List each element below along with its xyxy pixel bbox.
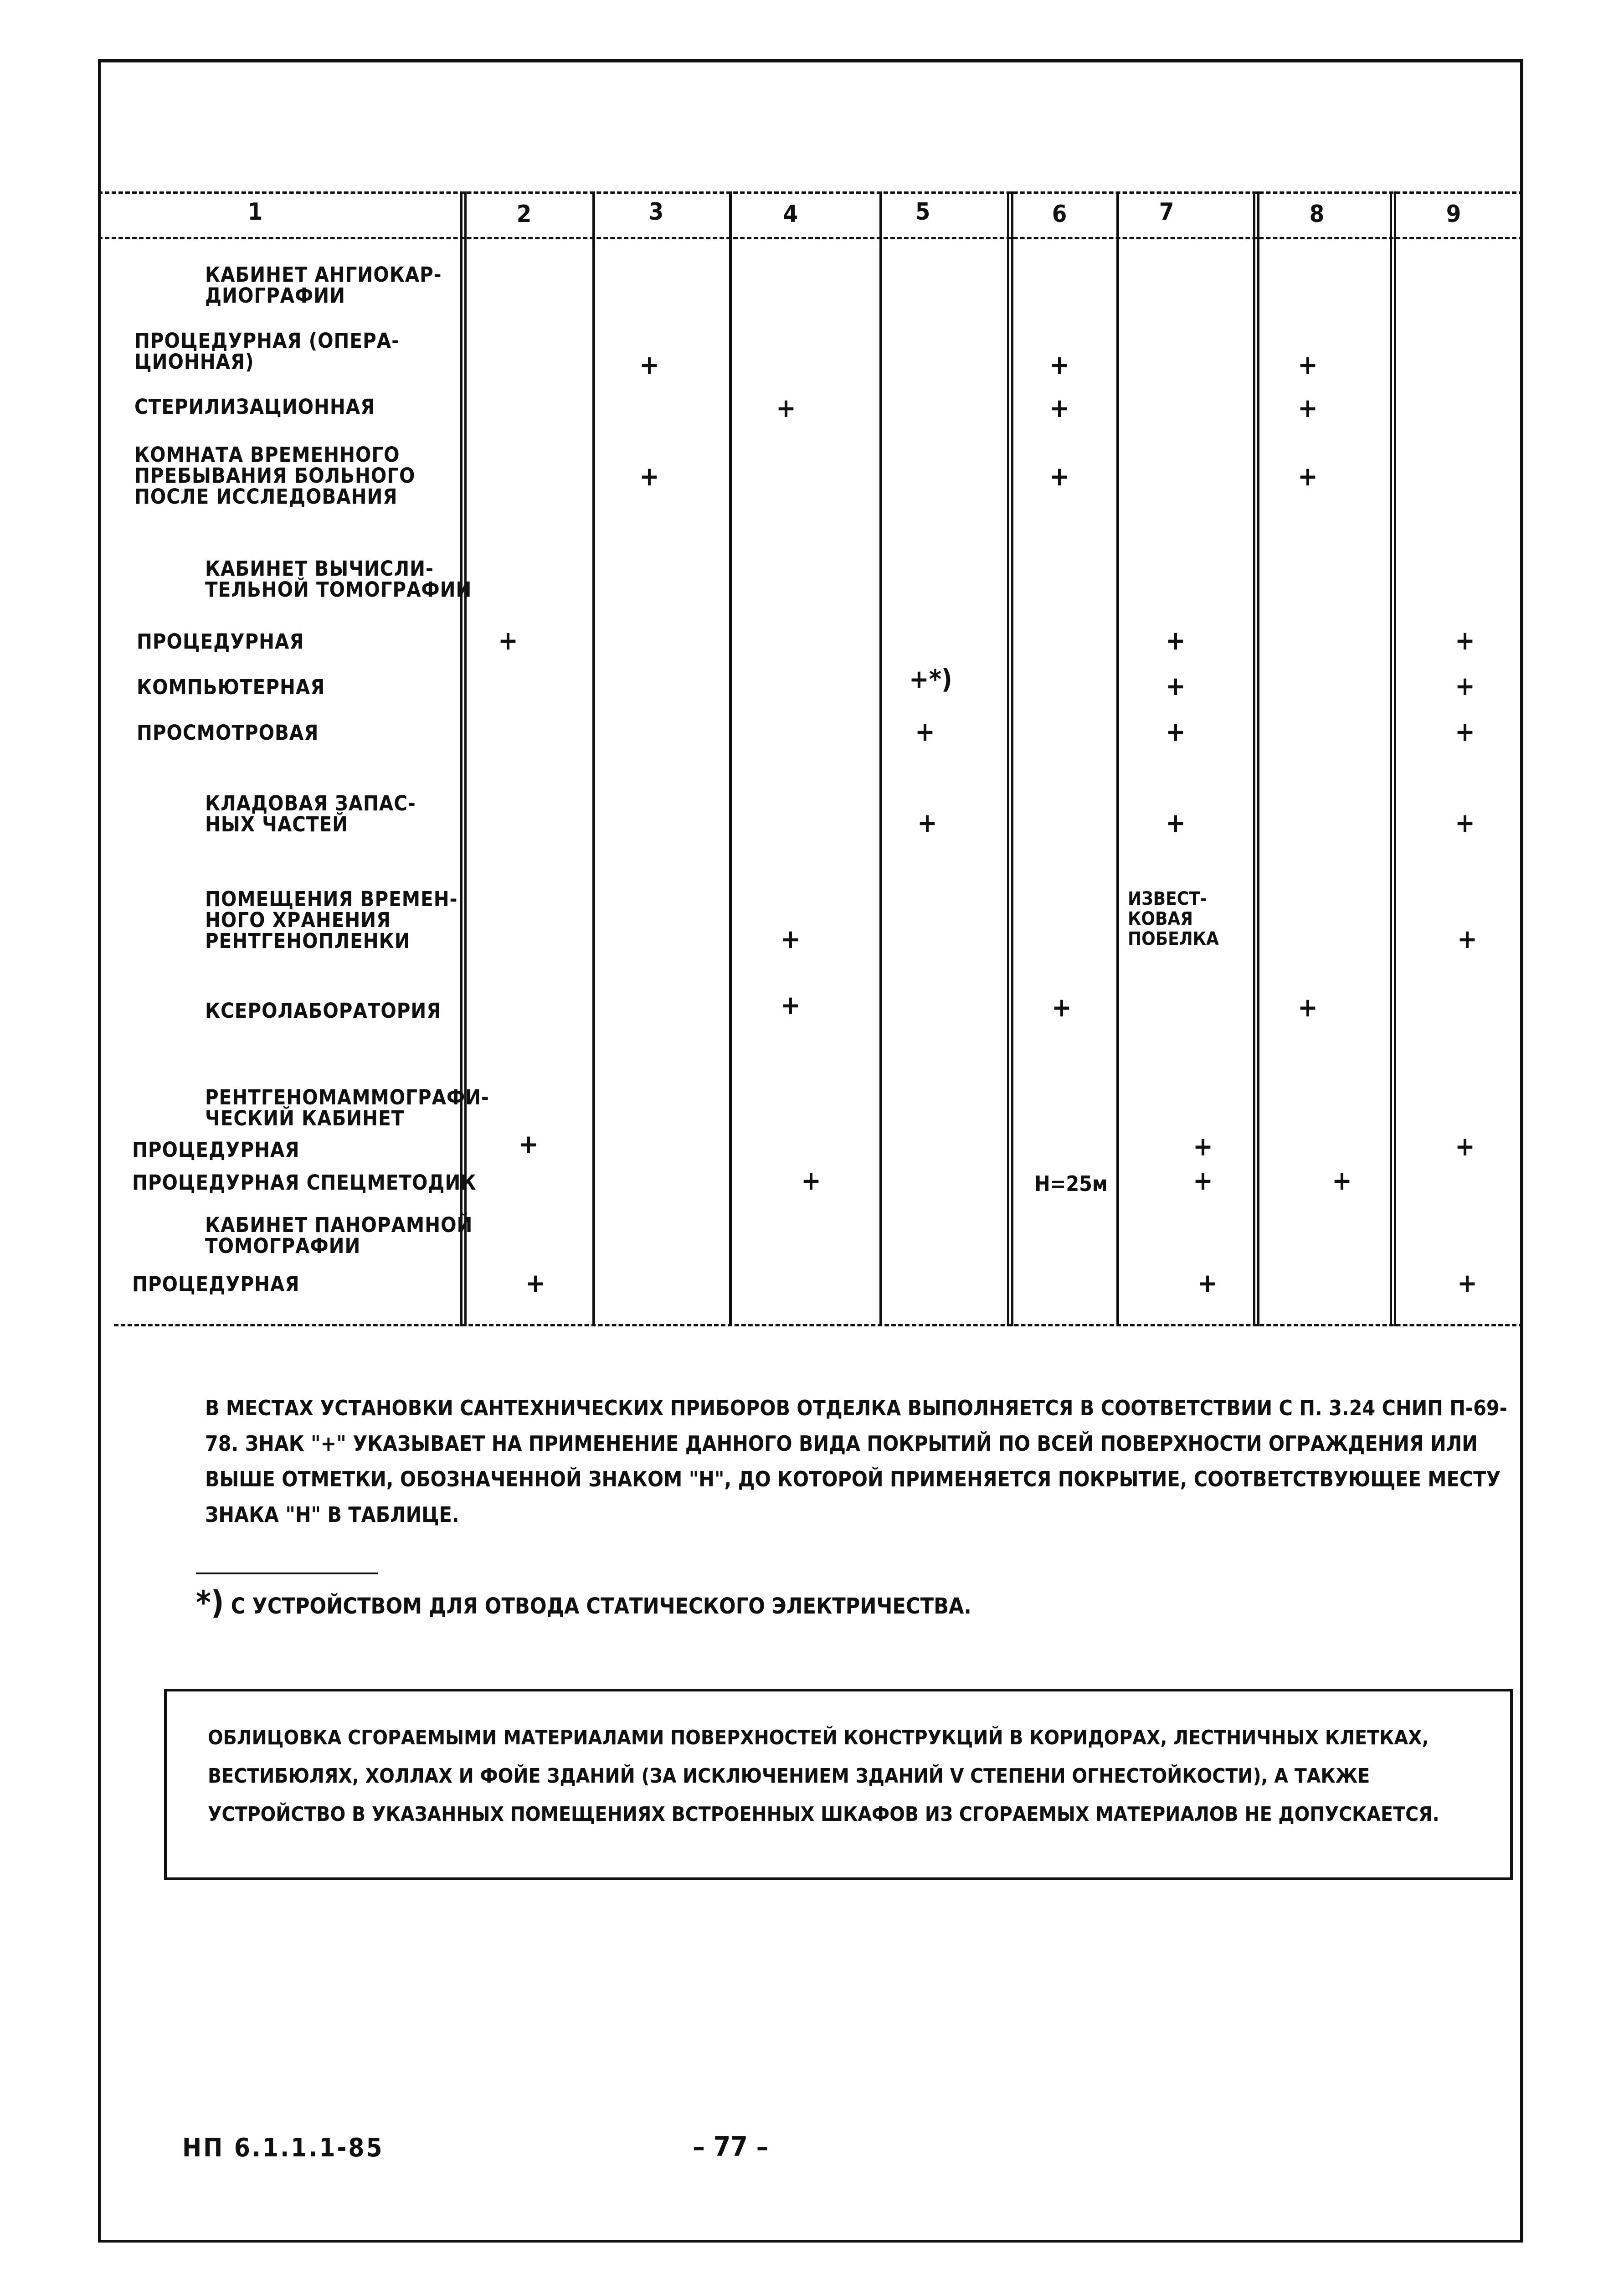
row-label-panoramic-procedure: ПРОЦЕДУРНАЯ	[132, 1272, 300, 1296]
mark-r9-c4: +	[781, 923, 801, 954]
mark-r3-c3: +	[639, 461, 659, 492]
column-divider-4	[879, 191, 882, 1326]
row-label-xerolab: КСЕРОЛАБОРАТОРИЯ	[205, 999, 442, 1023]
col-header-2: 2	[516, 201, 532, 228]
mark-r1-c3: +	[639, 349, 659, 380]
table-header-rule	[98, 237, 1523, 239]
mark-r7-c7: +	[1166, 716, 1186, 747]
document-code: НП 6.1.1.1-85	[182, 2133, 384, 2163]
row-label-mammography-cabinet: РЕНТГЕНОМАММОГРАФИ- ЧЕСКИЙ КАБИНЕТ	[205, 1085, 489, 1130]
mark-r15-c2: +	[525, 1268, 545, 1299]
mark-r13-c8: +	[1332, 1165, 1352, 1196]
footnote-rule	[196, 1573, 378, 1574]
col-header-8: 8	[1309, 201, 1325, 228]
mark-r10-c4: +	[781, 990, 801, 1021]
cell-lime-whitewash: ИЗВЕСТ- КОВАЯ ПОБЕЛКА	[1128, 888, 1219, 949]
mark-r6-c9: +	[1455, 670, 1475, 701]
row-label-angio-cabinet: КАБИНЕТ АНГИОКАР- ДИОГРАФИИ	[205, 263, 442, 308]
page-frame	[98, 59, 1523, 2243]
mark-r12-c2: +	[519, 1129, 539, 1160]
mark-r12-c9: +	[1455, 1131, 1475, 1162]
col-header-6: 6	[1052, 201, 1067, 228]
mark-r2-c6: +	[1049, 392, 1069, 423]
column-divider-3	[729, 191, 732, 1326]
column-divider-8	[1390, 191, 1396, 1326]
mark-r2-c8: +	[1298, 392, 1318, 423]
row-label-special-procedure: ПРОЦЕДУРНАЯ СПЕЦМЕТОДИК	[132, 1170, 477, 1195]
cell-height-mark: H=25м	[1034, 1171, 1108, 1196]
col-header-4: 4	[783, 201, 798, 228]
col-header-1: 1	[247, 198, 263, 226]
row-label-mammo-procedure: ПРОЦЕДУРНАЯ	[132, 1138, 300, 1162]
mark-r9-c9: +	[1457, 923, 1477, 954]
mark-r5-c9: +	[1455, 625, 1475, 656]
footnote	[196, 1584, 971, 1621]
column-divider-2	[592, 191, 595, 1326]
mark-r6-c7: +	[1166, 670, 1186, 701]
table-top-rule	[98, 191, 1523, 194]
mark-r15-c9: +	[1457, 1268, 1477, 1299]
column-divider-7	[1253, 191, 1259, 1326]
mark-r1-c6: +	[1049, 349, 1069, 380]
mark-r8-c7: +	[1166, 807, 1186, 838]
row-label-spare-parts: КЛАДОВАЯ ЗАПАС- НЫХ ЧАСТЕЙ	[205, 791, 416, 836]
mark-r8-c5: +	[917, 807, 937, 838]
col-header-5: 5	[915, 198, 930, 226]
mark-r10-c8: +	[1298, 992, 1318, 1023]
row-label-viewing-room: ПРОСМОТРОВАЯ	[137, 721, 319, 745]
mark-r3-c6: +	[1049, 461, 1069, 492]
row-label-film-storage: ПОМЕЩЕНИЯ ВРЕМЕН- НОГО ХРАНЕНИЯ РЕНТГЕНОПЛЕНКИ	[205, 887, 458, 953]
mark-r13-c7: +	[1193, 1165, 1213, 1196]
mark-r1-c8: +	[1298, 349, 1318, 380]
mark-r7-c9: +	[1455, 716, 1475, 747]
mark-r5-c7: +	[1166, 625, 1186, 656]
column-divider-1	[460, 191, 467, 1326]
footnote-mark: *)	[196, 1584, 224, 1621]
mark-r3-c8: +	[1298, 461, 1318, 492]
mark-r2-c4: +	[776, 392, 796, 423]
footnote-text: С УСТРОЙСТВОМ ДЛЯ ОТВОДА СТАТИЧЕСКОГО ЭЛЕКТРИЧЕСТВА.	[231, 1593, 971, 1619]
table-bottom-rule	[114, 1324, 1523, 1326]
col-header-9: 9	[1446, 201, 1461, 228]
row-label-computer-room: КОМПЬЮТЕРНАЯ	[137, 675, 325, 699]
page-number: – 77 –	[693, 2131, 769, 2163]
col-header-3: 3	[648, 198, 664, 226]
row-label-ct-procedure: ПРОЦЕДУРНАЯ	[137, 629, 304, 654]
mark-r5-c2: +	[498, 625, 518, 656]
main-note: В МЕСТАХ УСТАНОВКИ САНТЕХНИЧЕСКИХ ПРИБОРОВ ОТДЕЛКА ВЫПОЛНЯЕТСЯ В СООТВЕТСТВИИ С П. 3.24 СНИП П-69-78. ЗНАК "+" УКАЗЫВАЕТ НА ПРИМЕНЕНИЕ ДАННОГО ВИДА ПОКРЫТИЙ ПО ВСЕЙ ПОВЕРХНОСТИ ОГРАЖДЕНИЯ ИЛИ ВЫШЕ ОТМЕТКИ, ОБОЗНАЧЕННОЙ ЗНАКОМ "H", ДО КОТОРОЙ ПРИМЕНЯЕТСЯ ПОКРЫТИЕ, СООТВЕТСТВУЮЩЕЕ МЕСТУ ЗНАКА "H" В ТАБЛИЦЕ.	[205, 1396, 1507, 1527]
mark-r12-c7: +	[1193, 1131, 1213, 1162]
boxed-note-text: ОБЛИЦОВКА СГОРАЕМЫМИ МАТЕРИАЛАМИ ПОВЕРХНОСТЕЙ КОНСТРУКЦИЙ В КОРИДОРАХ, ЛЕСТНИЧНЫХ КЛЕТКАХ, ВЕСТИБЮЛЯХ, ХОЛЛАХ И ФОЙЕ ЗДАНИЙ (ЗА ИСКЛЮЧЕНИЕМ ЗДАНИЙ V СТЕПЕНИ ОГНЕСТОЙКОСТИ), А ТАКЖЕ УСТРОЙСТВО В УКАЗАННЫХ ПОМЕЩЕНИЯХ ВСТРОЕННЫХ ШКАФОВ ИЗ СГОРАЕМЫХ МАТЕРИАЛОВ НЕ ДОПУСКАЕТСЯ.	[208, 1726, 1439, 1826]
mark-r6-c5: +*)	[909, 664, 952, 695]
mark-r15-c7: +	[1197, 1268, 1218, 1299]
row-label-sterilization: СТЕРИЛИЗАЦИОННАЯ	[134, 395, 375, 419]
column-divider-5	[1007, 191, 1013, 1326]
mark-r8-c9: +	[1455, 807, 1475, 838]
mark-r10-c6: +	[1052, 992, 1072, 1023]
row-label-procedure-operating: ПРОЦЕДУРНАЯ (ОПЕРА- ЦИОННАЯ)	[134, 329, 400, 374]
row-label-ct-cabinet: КАБИНЕТ ВЫЧИСЛИ- ТЕЛЬНОЙ ТОМОГРАФИИ	[205, 557, 472, 602]
row-label-panoramic-cabinet: КАБИНЕТ ПАНОРАМНОЙ ТОМОГРАФИИ	[205, 1213, 473, 1258]
mark-r7-c5: +	[915, 716, 935, 747]
column-divider-6	[1116, 191, 1119, 1326]
col-header-7: 7	[1159, 198, 1174, 226]
boxed-note	[164, 1689, 1513, 1880]
mark-r13-c4: +	[801, 1165, 821, 1196]
row-label-recovery-room: КОМНАТА ВРЕМЕННОГО ПРЕБЫВАНИЯ БОЛЬНОГО ПОСЛЕ ИССЛЕДОВАНИЯ	[134, 443, 416, 509]
